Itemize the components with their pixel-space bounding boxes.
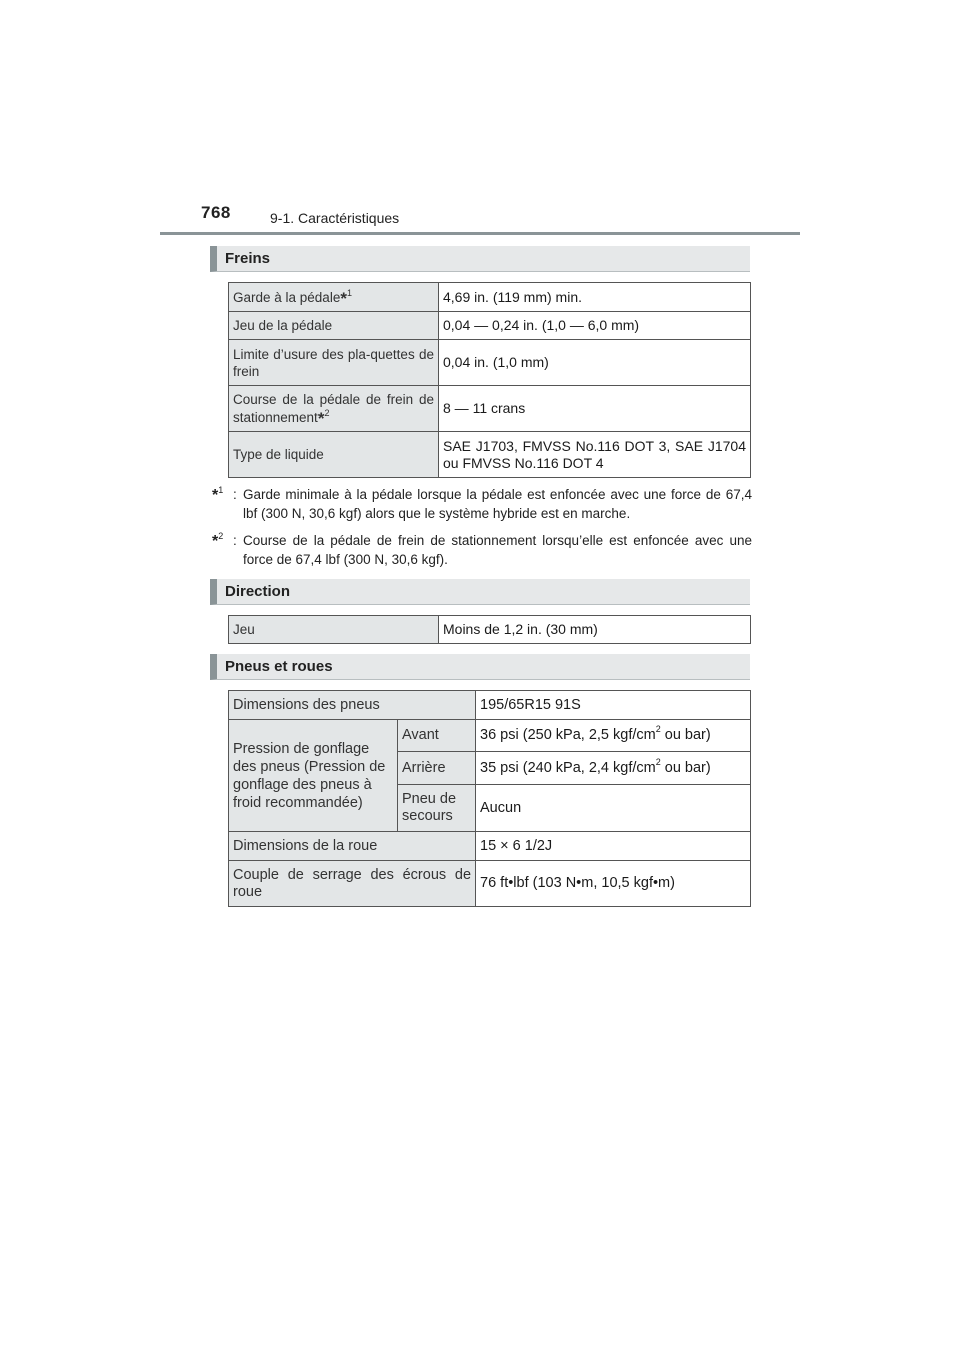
footnote-text: Garde minimale à la pédale lorsque la pédale est enfoncée avec une force de 67,4 lbf (300 N, 30,6 kgf) alors que le système hybride est en marche.	[243, 487, 752, 521]
row-value: Aucun	[476, 785, 751, 832]
section-title: Pneus et roues	[225, 658, 333, 675]
footnote-2: *$^2$ : Course de la pédale de frein de stationnement lorsqu’elle est enfoncée avec une force de 67,4 lbf (300 N, 30,6 kgf).	[212, 530, 752, 567]
row-label: Jeu de la pédale	[229, 312, 439, 340]
section-title: Freins	[225, 250, 271, 267]
table-row	[229, 861, 751, 907]
chapter-title: 9-1. Caractéristiques	[270, 210, 400, 226]
table-row	[229, 432, 751, 478]
row-label: Limite d’usure des pla-quettes de frein	[229, 340, 439, 386]
row-value: 76 ft•lbf (103 N•m, 10,5 kgf•m)	[476, 861, 751, 907]
footnote-mark: *$^2$	[212, 530, 224, 550]
table-row	[229, 312, 751, 340]
table-row	[229, 616, 751, 644]
steering-table	[228, 615, 751, 644]
footnote-mark: *$^1$	[212, 484, 224, 504]
row-label: Course de la pédale de frein de stationnement*$^2$	[229, 386, 439, 432]
row-label: Dimensions des pneus	[229, 691, 476, 720]
table-row	[229, 720, 751, 752]
table-row	[229, 691, 751, 720]
table-row	[229, 832, 751, 861]
row-value: SAE J1703, FMVSS No.116 DOT 3, SAE J1704 ou FMVSS No.116 DOT 4	[439, 432, 751, 478]
footnote-text: Course de la pédale de frein de stationnement lorsqu’elle est enfoncée avec une force de 67,4 lbf (300 N, 30,6 kgf).	[243, 533, 752, 567]
section-header-direction	[210, 579, 750, 605]
row-label: Garde à la pédale*$^1$	[229, 283, 439, 312]
section-title: Direction	[225, 583, 291, 600]
row-value: 8 — 11 crans	[439, 386, 751, 432]
row-sublabel: Pneu de secours	[398, 785, 476, 832]
row-value: Moins de 1,2 in. (30 mm)	[439, 616, 751, 644]
row-value: 35 psi (240 kPa, 2,4 kgf/$cm^2$ ou bar)	[476, 752, 751, 785]
row-value: 15 × 6 1/2J	[476, 832, 751, 861]
table-row	[229, 386, 751, 432]
row-label: Couple de serrage des écrous de roue	[229, 861, 476, 907]
footnote-1: *$^1$ : Garde minimale à la pédale lorsque la pédale est enfoncée avec une force de 67,4 lbf (300 N, 30,6 kgf) alors que le système hybride est en marche.	[212, 484, 752, 521]
row-value: 4,69 in. (119 mm) min.	[439, 283, 751, 312]
row-value: 195/65R15 91S	[476, 691, 751, 720]
row-label: Jeu	[229, 616, 439, 644]
table-row	[229, 283, 751, 312]
row-label: Type de liquide	[229, 432, 439, 478]
row-value: 0,04 in. (1,0 mm)	[439, 340, 751, 386]
tires-table	[228, 690, 751, 907]
row-sublabel: Avant	[398, 720, 476, 752]
row-value: 0,04 — 0,24 in. (1,0 — 6,0 mm)	[439, 312, 751, 340]
section-header-freins	[210, 246, 750, 272]
page-number: 768	[201, 203, 231, 222]
header-rule	[160, 232, 800, 235]
row-value: 36 psi (250 kPa, 2,5 kgf/$cm^2$ ou bar)	[476, 720, 751, 752]
row-sublabel: Arrière	[398, 752, 476, 785]
pressure-label: Pression de gonflage des pneus (Pression de gonflage des pneus à froid recommandée)	[229, 720, 398, 832]
section-header-pneus	[210, 654, 750, 680]
brakes-table	[228, 282, 751, 478]
row-label: Dimensions de la roue	[229, 832, 476, 861]
table-row	[229, 340, 751, 386]
